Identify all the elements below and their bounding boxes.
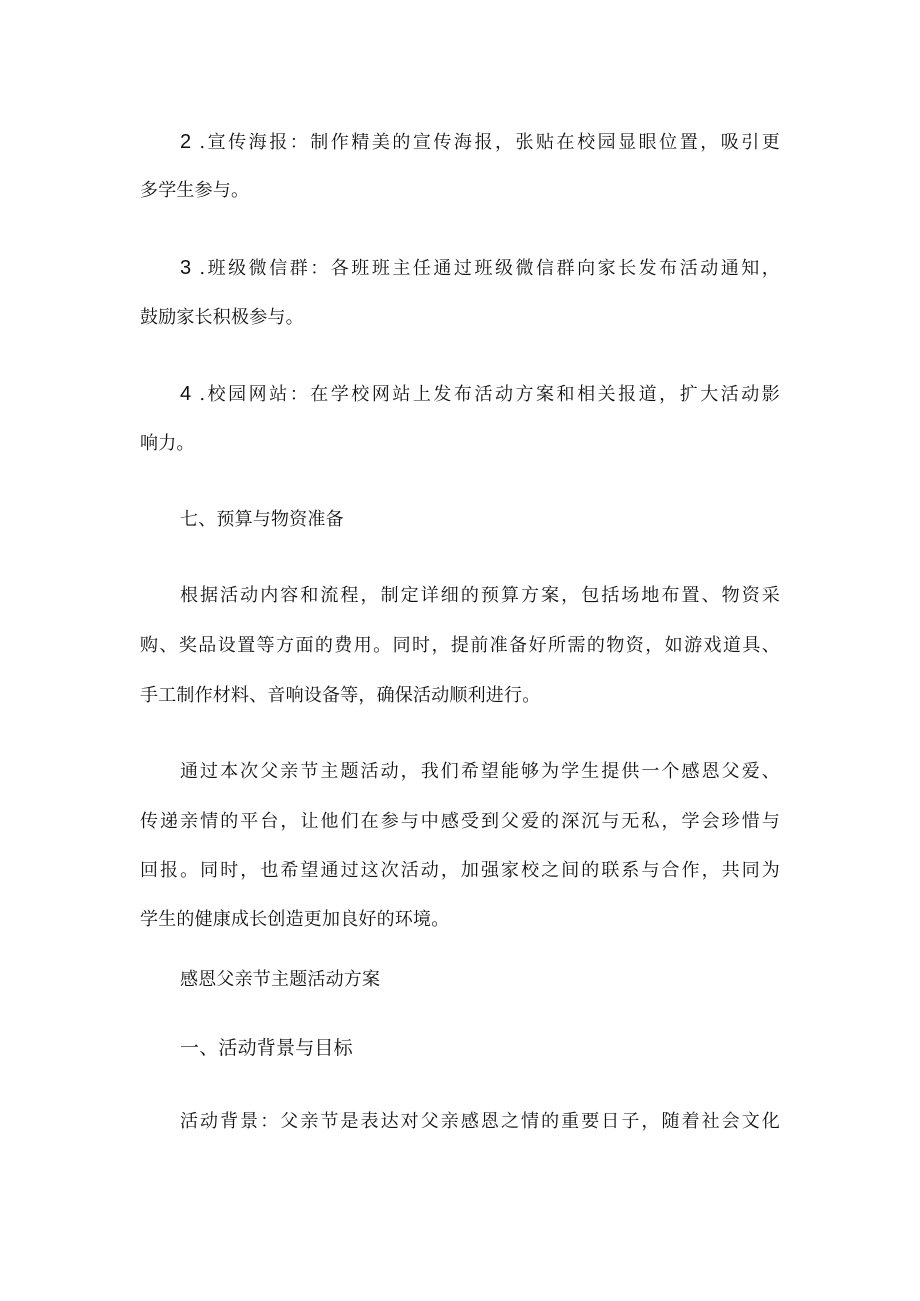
list-item-text: .宣传海报：制作精美的宣传海报，张贴在校园显眼位置，吸引更 <box>199 132 780 153</box>
list-item-number: 2 <box>180 131 192 153</box>
budget-paragraph-line2: 购、奖品设置等方面的费用。同时，提前准备好所需的物资，如游戏道具、 <box>140 635 780 656</box>
list-item-3-line1 <box>180 256 780 281</box>
closing-paragraph-line3: 回报。同时，也希望通过这次活动，加强家校之间的联系与合作，共同为 <box>140 860 780 881</box>
closing-paragraph-line2: 传递亲情的平台，让他们在参与中感受到父爱的深沉与无私，学会珍惜与 <box>140 811 780 832</box>
list-item-4-line2: 响力。 <box>140 433 195 454</box>
list-item-number: 4 <box>180 383 192 405</box>
budget-paragraph-line1: 根据活动内容和流程，制定详细的预算方案，包括场地布置、物资采 <box>180 585 780 606</box>
list-item-2-line1 <box>180 130 780 155</box>
closing-paragraph-line4: 学生的健康成长创造更加良好的环境。 <box>140 909 450 930</box>
list-item-text: .班级微信群：各班班主任通过班级微信群向家长发布活动通知， <box>199 258 780 279</box>
list-item-text: .校园网站：在学校网站上发布活动方案和相关报道，扩大活动影 <box>199 384 780 405</box>
section-heading: 七、预算与物资准备 <box>180 509 344 530</box>
background-paragraph-line1: 活动背景：父亲节是表达对父亲感恩之情的重要日子，随着社会文化 <box>180 1111 780 1132</box>
closing-paragraph-line1: 通过本次父亲节主题活动，我们希望能够为学生提供一个感恩父爱、 <box>180 761 780 782</box>
document-title: 感恩父亲节主题活动方案 <box>180 969 381 990</box>
list-item-number: 3 <box>180 257 192 279</box>
subsection-heading: 一、活动背景与目标 <box>180 1037 353 1059</box>
budget-paragraph-line3: 手工制作材料、音响设备等，确保活动顺利进行。 <box>140 685 541 706</box>
list-item-2-line2: 多学生参与。 <box>140 180 250 201</box>
list-item-4-line1 <box>180 382 780 407</box>
list-item-3-line2: 鼓励家长积极参与。 <box>140 307 304 328</box>
